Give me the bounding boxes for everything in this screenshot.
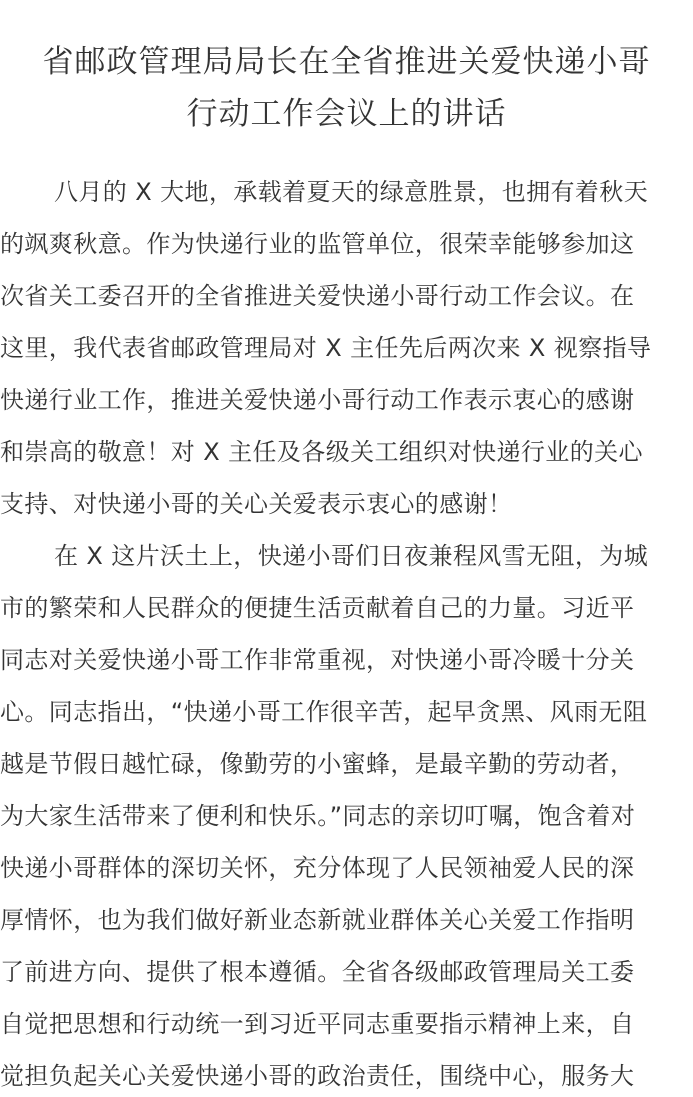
paragraph-line: 的飒爽秋意。作为快递行业的监管单位，很荣幸能够参加这 — [0, 230, 635, 258]
paragraph-line: 自觉把思想和行动统一到习近平同志重要指示精神上来，自 — [0, 1010, 635, 1038]
document-title — [0, 0, 693, 140]
paragraph-line: 次省关工委召开的全省推进关爱快递小哥行动工作会议。在 — [0, 282, 635, 310]
paragraph-line: 同志对关爱快递小哥工作非常重视，对快递小哥冷暖十分关 — [0, 646, 635, 674]
paragraph-line: 了前进方向、提供了根本遵循。全省各级邮政管理局关工委 — [0, 958, 635, 986]
paragraph-line: 快递行业工作，推进关爱快递小哥行动工作表示衷心的感谢 — [0, 386, 635, 414]
paragraph-line: 为大家生活带来了便利和快乐。”同志的亲切叮嘱，饱含着对 — [0, 802, 636, 830]
paragraph-line: 八月的 X 大地，承载着夏天的绿意胜景，也拥有着秋天 — [54, 178, 649, 206]
paragraph-line: 心。同志指出，“快递小哥工作很辛苦，起早贪黑、风雨无阻 — [0, 698, 648, 726]
paragraph-line: 厚情怀，也为我们做好新业态新就业群体关心关爱工作指明 — [0, 906, 635, 934]
paragraph-line: 支持、对快递小哥的关心关爱表示衷心的感谢！ — [0, 490, 513, 518]
paragraph-line: 市的繁荣和人民群众的便捷生活贡献着自己的力量。习近平 — [0, 594, 635, 622]
paragraph-line: 觉担负起关心关爱快递小哥的政治责任，围绕中心，服务大 — [0, 1062, 635, 1090]
title-line: 行动工作会议上的讲话 — [186, 96, 507, 132]
document-body — [0, 166, 693, 1097]
paragraph-line: 和崇高的敬意！对 X 主任及各级关工组织对快递行业的关心 — [0, 438, 643, 466]
paragraph-line: 越是节假日越忙碌，像勤劳的小蜜蜂，是最辛勤的劳动者， — [0, 750, 635, 778]
paragraph-line: 快递小哥群体的深切关怀，充分体现了人民领袖爱人民的深 — [0, 854, 635, 882]
paragraph-line: 这里，我代表省邮政管理局对 X 主任先后两次来 X 视察指导 — [0, 334, 652, 362]
paragraph-line: 在 X 这片沃土上，快递小哥们日夜兼程风雪无阻，为城 — [54, 542, 649, 570]
title-line: 省邮政管理局局长在全省推进关爱快递小哥 — [42, 44, 651, 80]
